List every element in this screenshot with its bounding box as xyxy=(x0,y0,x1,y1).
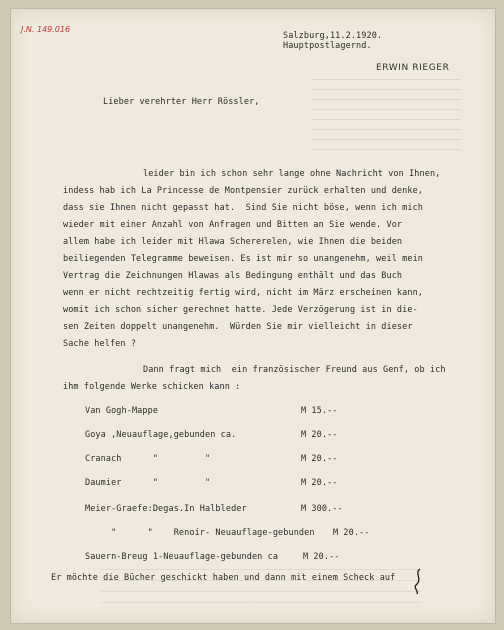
paragraph-line: leider bin ich schon sehr lange ohne Nachricht von Ihnen, xyxy=(143,169,441,179)
book-price: M 15.-- xyxy=(301,406,338,416)
book-title: Cranach " " xyxy=(85,454,211,464)
book-price: M 20.-- xyxy=(333,528,370,538)
paragraph-line: sen Zeiten doppelt unangenehm. Würden Sie mir vielleicht in dieser xyxy=(63,322,413,332)
book-price: M 300.-- xyxy=(301,504,343,514)
archive-number-stamp: J.N. 149.016 xyxy=(21,25,71,34)
paragraph-line: beiliegenden Telegramme beweisen. Es ist mir so unangenehm, weil mein xyxy=(63,254,424,264)
letter-page xyxy=(10,8,496,624)
sender-name: ERWIN RIEGER xyxy=(376,63,450,73)
paragraph-line: allem habe ich leider mit Hlawa Schererelen, wie Ihnen die beiden xyxy=(63,237,403,247)
book-price: M 20.-- xyxy=(303,552,340,562)
paragraph-line: ihm folgende Werke schicken kann : xyxy=(63,382,241,392)
book-title: Meier-Graefe:Degas.In Halbleder xyxy=(85,504,247,514)
book-title: " " Renoir- Neuauflage-gebunden xyxy=(85,528,315,538)
address-line: Hauptpostlagernd. xyxy=(283,41,372,51)
place-date: Salzburg,11.2.1920. xyxy=(283,31,383,41)
book-title: Goya ,Neuauflage,gebunden ca. xyxy=(85,430,237,440)
book-title: Daumier " " xyxy=(85,478,211,488)
paragraph-line: indess hab ich La Princesse de Montpensier zurück erhalten und denke, xyxy=(63,186,424,196)
book-title: Sauern-Breug 1-Neuauflage-gebunden ca xyxy=(85,552,279,562)
book-title: Van Gogh-Mappe xyxy=(85,406,159,416)
paragraph-line: Vertrag die Zeichnungen Hlawas als Bedingung enthält und das Buch xyxy=(63,271,403,281)
handwritten-mark xyxy=(411,567,425,595)
paragraph-line: Dann fragt mich ein französischer Freund aus Genf, ob ich xyxy=(143,365,446,375)
show-through-text xyxy=(311,79,461,159)
salutation: Lieber verehrter Herr Rössler, xyxy=(103,97,260,107)
closing-line: Er möchte die Bücher geschickt haben und dann mit einem Scheck auf xyxy=(51,573,396,583)
book-price: M 20.-- xyxy=(301,454,338,464)
paragraph-line: Sache helfen ? xyxy=(63,339,137,349)
paragraph-line: wenn er nicht rechtzeitig fertig wird, nicht im März erscheinen kann, xyxy=(63,288,424,298)
paragraph-line: womit ich schon sicher gerechnet hatte. Jede Verzögerung ist in die- xyxy=(63,305,418,315)
paragraph-line: dass sie Ihnen nicht gepasst hat. Sind Sie nicht böse, wenn ich mich xyxy=(63,203,424,213)
paragraph-line: wieder mit einer Anzahl von Anfragen und Bitten an Sie wende. Vor xyxy=(63,220,403,230)
book-price: M 20.-- xyxy=(301,478,338,488)
book-price: M 20.-- xyxy=(301,430,338,440)
